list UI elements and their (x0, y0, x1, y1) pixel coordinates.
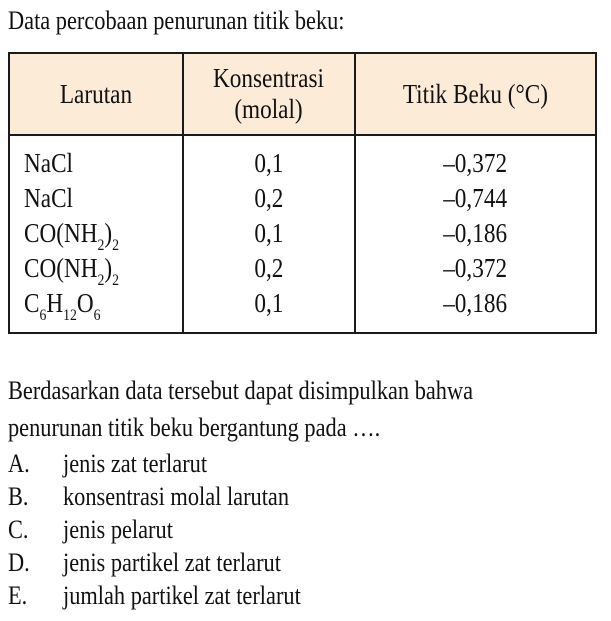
freezing-point-column (355, 135, 596, 333)
option-letter: B. (8, 482, 29, 511)
solute-column (9, 135, 183, 333)
solute-cell: NaCl (24, 183, 74, 213)
option-letter: A. (8, 449, 30, 478)
question-text (8, 372, 473, 446)
concentration-cell: 0,1 (254, 218, 284, 248)
solute-cell: $C_6H_{12}O_6$ (24, 288, 101, 324)
header-konsentrasi-line2: (molal) (234, 94, 304, 124)
option-letter: E. (8, 581, 28, 610)
option-text: jumlah partikel zat terlarut (63, 581, 301, 610)
option-text: jenis zat terlarut (63, 449, 208, 478)
freezing-point-cell: –0,186 (443, 218, 508, 248)
header-konsentrasi (183, 53, 356, 135)
header-larutan: Larutan (9, 53, 183, 135)
question-line-2: penurunan titik beku bergantung pada …. (8, 413, 381, 442)
option-text: konsentrasi molal larutan (63, 482, 290, 511)
intro-text: Data percobaan penurunan titik beku: (8, 6, 345, 35)
option-text: jenis pelarut (63, 515, 173, 544)
question-line-1: Berdasarkan data tersebut dapat disimpulkan bahwa (8, 376, 474, 405)
solute-cell: $CO(NH_2)_2$ (24, 253, 120, 289)
solute-cell: NaCl (24, 148, 74, 178)
freezing-point-cell: –0,744 (443, 183, 508, 213)
freezing-point-cell: –0,372 (443, 253, 508, 283)
option-letter: C. (8, 515, 29, 544)
freezing-point-table (8, 52, 597, 334)
header-titik-beku: Titik Beku (°C) (355, 53, 596, 135)
concentration-cell: 0,2 (254, 183, 284, 213)
option-letter: D. (8, 548, 30, 577)
solute-cell: $CO(NH_2)_2$ (24, 218, 120, 254)
header-konsentrasi-line1: Konsentrasi (213, 63, 325, 93)
concentration-cell: 0,2 (254, 253, 284, 283)
freezing-point-cell: –0,372 (443, 148, 508, 178)
option-text: jenis partikel zat terlarut (63, 548, 281, 577)
table-body-row (9, 135, 596, 333)
table-header-row (9, 53, 596, 135)
concentration-cell: 0,1 (254, 288, 284, 318)
concentration-column (183, 135, 356, 333)
freezing-point-cell: –0,186 (443, 288, 508, 318)
concentration-cell: 0,1 (254, 148, 284, 178)
